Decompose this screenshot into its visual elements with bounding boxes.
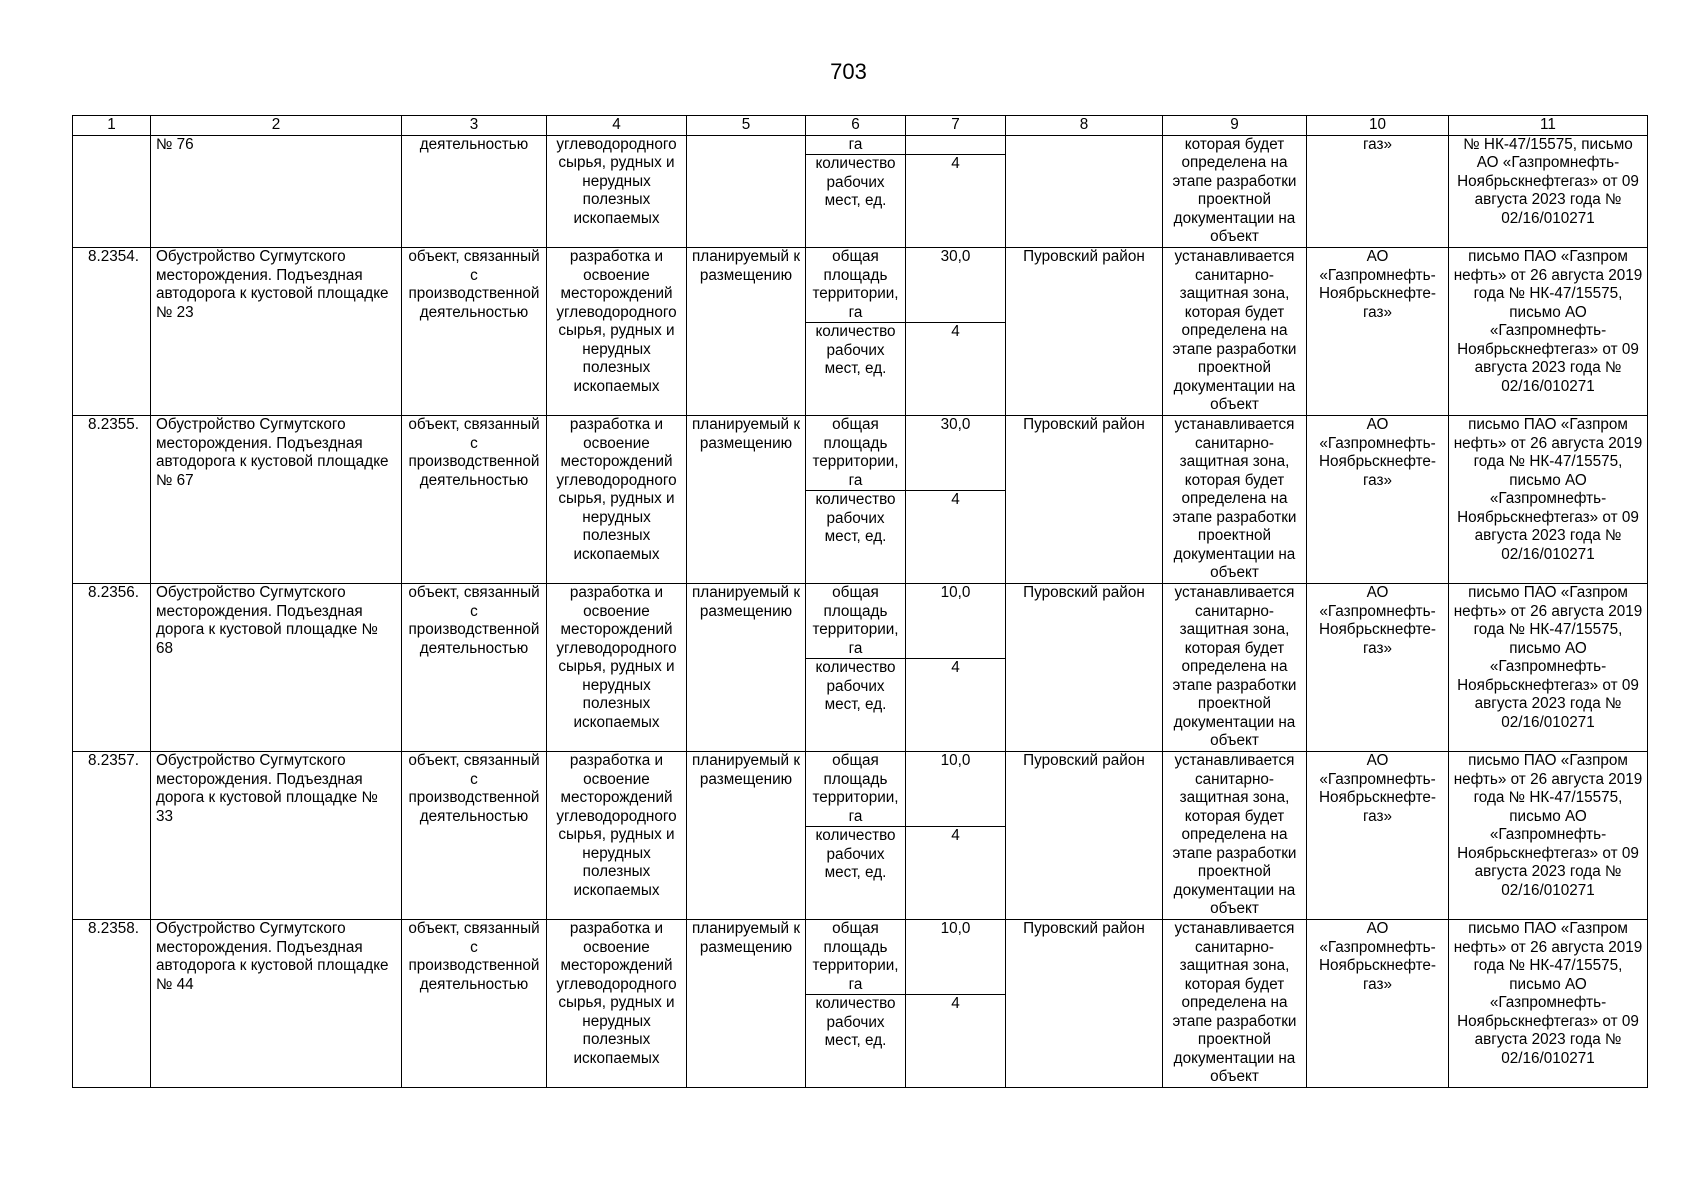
column-header: 3	[402, 116, 547, 136]
column-header: 9	[1163, 116, 1307, 136]
cell-num: 8.2354.	[73, 248, 151, 416]
cell-owner: АО «Газпромнефть-Ноябрьскнефте-газ»	[1307, 248, 1449, 416]
cell-status: планируемый к размещению	[687, 584, 806, 752]
cell-owner: АО «Газпромнефть-Ноябрьскнефте-газ»	[1307, 584, 1449, 752]
cell-zone: которая будет определена на этапе разработки проектной документации на объект	[1163, 135, 1307, 248]
cell-name: Обустройство Сугмутского месторождения. Подъездная дорога к кустовой площадке № 33	[151, 752, 402, 920]
column-header: 1	[73, 116, 151, 136]
cell-type: объект, связанный с производственной деятельностью	[402, 920, 547, 1088]
cell-owner: АО «Газпромнефть-Ноябрьскнефте-газ»	[1307, 416, 1449, 584]
table-row	[73, 920, 1648, 995]
cell-workers-value: 4	[906, 659, 1006, 752]
cell-area-value: 30,0	[906, 416, 1006, 491]
cell-num: 8.2355.	[73, 416, 151, 584]
column-header: 11	[1449, 116, 1648, 136]
cell-owner: АО «Газпромнефть-Ноябрьскнефте-газ»	[1307, 752, 1449, 920]
table-header-row	[73, 116, 1648, 136]
page-number: 703	[830, 59, 867, 84]
cell-workers-value: 4	[906, 323, 1006, 416]
cell-purpose: разработка и освоение месторождений углеводородного сырья, рудных и нерудных полезных ископаемых	[547, 920, 687, 1088]
cell-area-value: 30,0	[906, 248, 1006, 323]
cell-workers-value: 4	[906, 491, 1006, 584]
cell-basis: письмо ПАО «Газпром нефть» от 26 августа 2019 года № НК-47/15575, письмо АО «Газпромнефть-Ноябрьскнефтегаз» от 09 августа 2023 года № 02/16/010271	[1449, 248, 1648, 416]
cell-workers-value: 4	[906, 155, 1006, 248]
cell-workers-value: 4	[906, 827, 1006, 920]
table-row	[73, 416, 1648, 491]
cell-name: Обустройство Сугмутского месторождения. Подъездная автодорога к кустовой площадке № 23	[151, 248, 402, 416]
cell-basis: письмо ПАО «Газпром нефть» от 26 августа 2019 года № НК-47/15575, письмо АО «Газпромнефть-Ноябрьскнефтегаз» от 09 августа 2023 года № 02/16/010271	[1449, 416, 1648, 584]
cell-zone: устанавливается санитарно-защитная зона, которая будет определена на этапе разработки проектной документации на объект	[1163, 584, 1307, 752]
cell-owner: АО «Газпромнефть-Ноябрьскнефте-газ»	[1307, 920, 1449, 1088]
cell-type: объект, связанный с производственной деятельностью	[402, 752, 547, 920]
cell-zone: устанавливается санитарно-защитная зона, которая будет определена на этапе разработки проектной документации на объект	[1163, 920, 1307, 1088]
cell-type: объект, связанный с производственной деятельностью	[402, 248, 547, 416]
cell-basis: письмо ПАО «Газпром нефть» от 26 августа 2019 года № НК-47/15575, письмо АО «Газпромнефть-Ноябрьскнефтегаз» от 09 августа 2023 года № 02/16/010271	[1449, 752, 1648, 920]
cell-workers-label: количество рабочих мест, ед.	[806, 995, 906, 1088]
column-header: 2	[151, 116, 402, 136]
cell-area-label: общая площадь территории, га	[806, 920, 906, 995]
cell-workers-label: количество рабочих мест, ед.	[806, 323, 906, 416]
cell-type: деятельностью	[402, 135, 547, 248]
cell-area-value: 10,0	[906, 752, 1006, 827]
cell-status: планируемый к размещению	[687, 752, 806, 920]
cell-area-label: га	[806, 135, 906, 155]
table-row	[73, 752, 1648, 827]
cell-num: 8.2356.	[73, 584, 151, 752]
cell-zone: устанавливается санитарно-защитная зона, которая будет определена на этапе разработки проектной документации на объект	[1163, 248, 1307, 416]
cell-status: планируемый к размещению	[687, 248, 806, 416]
cell-area-label: общая площадь территории, га	[806, 752, 906, 827]
cell-basis: письмо ПАО «Газпром нефть» от 26 августа 2019 года № НК-47/15575, письмо АО «Газпромнефть-Ноябрьскнефтегаз» от 09 августа 2023 года № 02/16/010271	[1449, 584, 1648, 752]
column-header: 6	[806, 116, 906, 136]
cell-name: Обустройство Сугмутского месторождения. Подъездная автодорога к кустовой площадке № 67	[151, 416, 402, 584]
cell-area-value	[906, 135, 1006, 155]
cell-type: объект, связанный с производственной деятельностью	[402, 584, 547, 752]
cell-purpose: разработка и освоение месторождений углеводородного сырья, рудных и нерудных полезных ископаемых	[547, 416, 687, 584]
cell-location: Пуровский район	[1006, 248, 1163, 416]
cell-area-label: общая площадь территории, га	[806, 584, 906, 659]
column-header: 4	[547, 116, 687, 136]
cell-type: объект, связанный с производственной деятельностью	[402, 416, 547, 584]
cell-zone: устанавливается санитарно-защитная зона, которая будет определена на этапе разработки проектной документации на объект	[1163, 416, 1307, 584]
cell-workers-label: количество рабочих мест, ед.	[806, 491, 906, 584]
cell-area-value: 10,0	[906, 920, 1006, 995]
cell-zone: устанавливается санитарно-защитная зона, которая будет определена на этапе разработки проектной документации на объект	[1163, 752, 1307, 920]
continuation-row	[73, 135, 1648, 155]
cell-area-label: общая площадь территории, га	[806, 416, 906, 491]
table-row	[73, 584, 1648, 659]
cell-basis: письмо ПАО «Газпром нефть» от 26 августа 2019 года № НК-47/15575, письмо АО «Газпромнефть-Ноябрьскнефтегаз» от 09 августа 2023 года № 02/16/010271	[1449, 920, 1648, 1088]
cell-workers-value: 4	[906, 995, 1006, 1088]
cell-owner: газ»	[1307, 135, 1449, 248]
cell-workers-label: количество рабочих мест, ед.	[806, 155, 906, 248]
cell-status: планируемый к размещению	[687, 920, 806, 1088]
cell-workers-label: количество рабочих мест, ед.	[806, 827, 906, 920]
cell-status: планируемый к размещению	[687, 416, 806, 584]
column-header: 10	[1307, 116, 1449, 136]
objects-table	[72, 115, 1648, 1088]
cell-num	[73, 135, 151, 248]
cell-name: Обустройство Сугмутского месторождения. Подъездная дорога к кустовой площадке № 68	[151, 584, 402, 752]
column-header: 5	[687, 116, 806, 136]
cell-workers-label: количество рабочих мест, ед.	[806, 659, 906, 752]
cell-status	[687, 135, 806, 248]
cell-area-value: 10,0	[906, 584, 1006, 659]
cell-location: Пуровский район	[1006, 584, 1163, 752]
cell-name: № 76	[151, 135, 402, 248]
cell-num: 8.2357.	[73, 752, 151, 920]
cell-purpose: углеводородного сырья, рудных и нерудных полезных ископаемых	[547, 135, 687, 248]
column-header: 7	[906, 116, 1006, 136]
column-header: 8	[1006, 116, 1163, 136]
cell-purpose: разработка и освоение месторождений углеводородного сырья, рудных и нерудных полезных ископаемых	[547, 248, 687, 416]
cell-basis: № НК-47/15575, письмо АО «Газпромнефть-Ноябрьскнефтегаз» от 09 августа 2023 года № 02/16/010271	[1449, 135, 1648, 248]
cell-location: Пуровский район	[1006, 920, 1163, 1088]
cell-location: Пуровский район	[1006, 752, 1163, 920]
cell-location: Пуровский район	[1006, 416, 1163, 584]
cell-purpose: разработка и освоение месторождений углеводородного сырья, рудных и нерудных полезных ископаемых	[547, 584, 687, 752]
table-row	[73, 248, 1648, 323]
cell-name: Обустройство Сугмутского месторождения. Подъездная автодорога к кустовой площадке № 44	[151, 920, 402, 1088]
cell-area-label: общая площадь территории, га	[806, 248, 906, 323]
cell-location	[1006, 135, 1163, 248]
cell-purpose: разработка и освоение месторождений углеводородного сырья, рудных и нерудных полезных ископаемых	[547, 752, 687, 920]
cell-num: 8.2358.	[73, 920, 151, 1088]
